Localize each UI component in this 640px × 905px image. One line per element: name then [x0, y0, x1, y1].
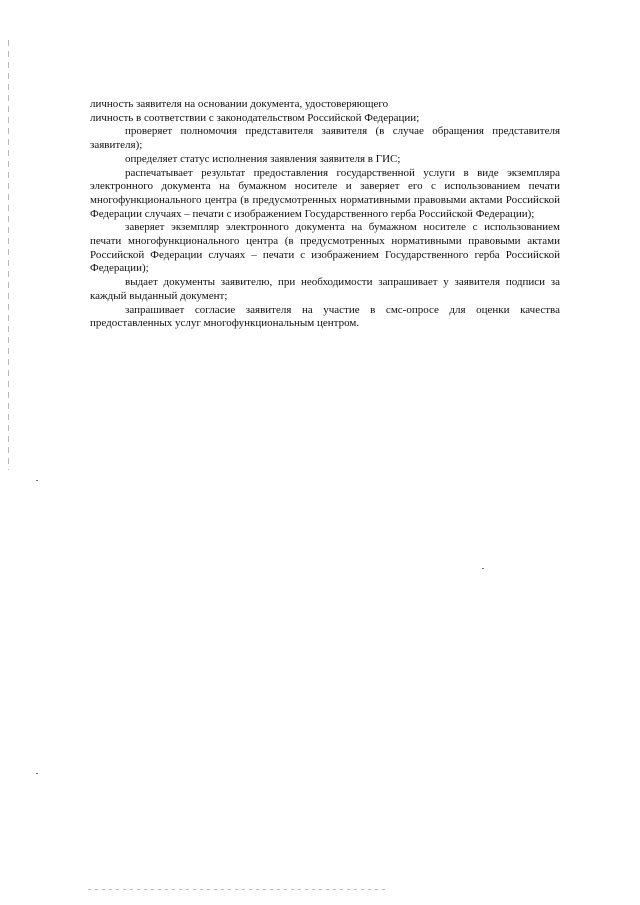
paragraph-certify: заверяет экземпляр электронного документа на бумажном носителе с использованием печати многофункционального центра (в предусмотренных нормативными правовыми актами Российской Федерации случаях – печати с изображением Государственного герба Российской Федерации);	[90, 221, 560, 275]
paragraph-print: распечатывает результат предоставления государственной услуги в виде экземпляра электронного документа на бумажном носителе и заверяет его с использованием печати многофункционального центра (в предусмотренных нормативными правовыми актами Российской Федерации случаях – печати с изображением Государственного герба Российской Федерации);	[90, 166, 560, 220]
paragraph-issue: выдает документы заявителю, при необходимости запрашивает у заявителя подписи за каждый выданный документ;	[90, 276, 560, 302]
scan-edge-mark	[8, 40, 9, 470]
body-line-1: личность заявителя на основании документа, удостоверяющего	[90, 98, 389, 110]
paragraph-representative: проверяет полномочия представителя заявителя (в случае обращения представителя заявителя);	[90, 125, 560, 152]
scan-speck	[36, 773, 38, 774]
paragraph-consent: запрашивает согласие заявителя на участие в смс-опросе для оценки качества предоставленных услуг многофункциональным центром.	[90, 303, 560, 330]
document-body	[90, 98, 560, 331]
paragraph-status: определяет статус исполнения заявления заявителя в ГИС;	[125, 152, 401, 165]
scan-speck	[36, 480, 38, 481]
scan-speck	[482, 568, 484, 569]
scan-bottom-noise	[88, 889, 388, 890]
body-line-2: личность в соответствии с законодательством Российской Федерации;	[90, 111, 420, 124]
